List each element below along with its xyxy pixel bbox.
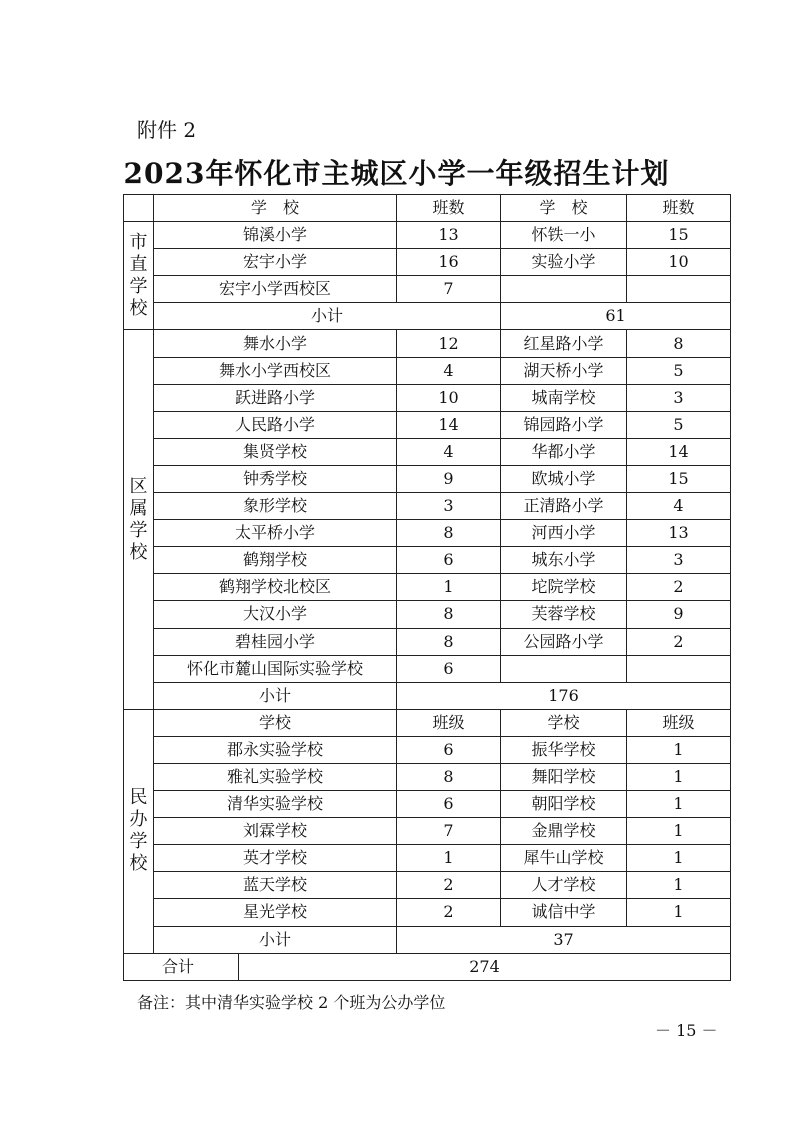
class-count: 8 bbox=[397, 763, 501, 790]
school-name: 实验小学 bbox=[501, 249, 627, 276]
page-number: － 15 － bbox=[655, 1021, 718, 1040]
table-row bbox=[124, 465, 731, 492]
school-name: 英才学校 bbox=[154, 845, 397, 872]
school-name: 太平桥小学 bbox=[154, 520, 397, 547]
class-count: 9 bbox=[397, 465, 501, 492]
class-count: 2 bbox=[397, 899, 501, 926]
school-name: 犀牛山学校 bbox=[501, 845, 627, 872]
category-label: 民办学校 bbox=[129, 787, 148, 875]
subtotal-label: 小计 bbox=[154, 682, 397, 709]
class-count: 10 bbox=[627, 249, 731, 276]
school-name: 怀铁一小 bbox=[501, 222, 627, 249]
subtotal-label: 小计 bbox=[154, 303, 501, 330]
category-private bbox=[124, 709, 154, 953]
class-count: 1 bbox=[627, 845, 731, 872]
class-count: 1 bbox=[627, 736, 731, 763]
class-count: 7 bbox=[397, 818, 501, 845]
subtotal-row bbox=[124, 926, 731, 953]
enrollment-table bbox=[123, 194, 731, 981]
class-count: 2 bbox=[627, 628, 731, 655]
attachment-label: 附件 2 bbox=[137, 118, 197, 142]
header-row bbox=[124, 195, 731, 222]
school-name: 碧桂园小学 bbox=[154, 628, 397, 655]
class-count: 8 bbox=[397, 520, 501, 547]
table-row bbox=[124, 736, 731, 763]
class-count: 5 bbox=[627, 411, 731, 438]
total-value: 274 bbox=[239, 953, 731, 980]
school-name: 锦溪小学 bbox=[154, 222, 397, 249]
school-name: 朝阳学校 bbox=[501, 791, 627, 818]
school-name: 郡永实验学校 bbox=[154, 736, 397, 763]
school-name: 人民路小学 bbox=[154, 411, 397, 438]
class-count: 8 bbox=[397, 628, 501, 655]
subtotal-label: 小计 bbox=[154, 926, 397, 953]
table-row bbox=[124, 872, 731, 899]
school-name: 舞阳学校 bbox=[501, 763, 627, 790]
class-count: 1 bbox=[627, 872, 731, 899]
subtotal-value: 176 bbox=[397, 682, 731, 709]
school-name: 象形学校 bbox=[154, 493, 397, 520]
school-name: 华都小学 bbox=[501, 438, 627, 465]
class-count: 6 bbox=[397, 791, 501, 818]
class-count: 6 bbox=[397, 655, 501, 682]
class-count: 14 bbox=[627, 438, 731, 465]
school-name: 舞水小学西校区 bbox=[154, 357, 397, 384]
school-name: 跃进路小学 bbox=[154, 384, 397, 411]
header-row bbox=[124, 709, 731, 736]
school-name: 诚信中学 bbox=[501, 899, 627, 926]
school-name: 鹤翔学校 bbox=[154, 547, 397, 574]
subtotal-row bbox=[124, 682, 731, 709]
school-name: 刘霖学校 bbox=[154, 818, 397, 845]
class-count: 4 bbox=[627, 493, 731, 520]
class-count: 3 bbox=[397, 493, 501, 520]
table-row bbox=[124, 411, 731, 438]
class-count: 3 bbox=[627, 384, 731, 411]
table-row bbox=[124, 791, 731, 818]
header-school: 学 校 bbox=[154, 195, 397, 222]
school-name: 钟秀学校 bbox=[154, 465, 397, 492]
header-school: 学校 bbox=[501, 709, 627, 736]
table-row bbox=[124, 899, 731, 926]
class-count: 4 bbox=[397, 438, 501, 465]
subtotal-value: 37 bbox=[397, 926, 731, 953]
class-count: 5 bbox=[627, 357, 731, 384]
school-name: 欧城小学 bbox=[501, 465, 627, 492]
school-name: 宏宇小学西校区 bbox=[154, 276, 397, 303]
class-count bbox=[627, 655, 731, 682]
class-count: 7 bbox=[397, 276, 501, 303]
table-row bbox=[124, 276, 731, 303]
corner-cell bbox=[124, 195, 154, 222]
table-row bbox=[124, 601, 731, 628]
header-classes: 班级 bbox=[627, 709, 731, 736]
header-classes: 班级 bbox=[397, 709, 501, 736]
class-count: 8 bbox=[397, 601, 501, 628]
class-count: 13 bbox=[397, 222, 501, 249]
subtotal-value: 61 bbox=[501, 303, 731, 330]
header-school: 学校 bbox=[154, 709, 397, 736]
class-count: 1 bbox=[397, 574, 501, 601]
school-name: 舞水小学 bbox=[154, 330, 397, 357]
school-name: 振华学校 bbox=[501, 736, 627, 763]
class-count: 2 bbox=[627, 574, 731, 601]
school-name: 雅礼实验学校 bbox=[154, 763, 397, 790]
school-name: 金鼎学校 bbox=[501, 818, 627, 845]
school-name: 人才学校 bbox=[501, 872, 627, 899]
class-count: 1 bbox=[397, 845, 501, 872]
table-row bbox=[124, 574, 731, 601]
table-row bbox=[124, 628, 731, 655]
header-school: 学 校 bbox=[501, 195, 627, 222]
table-row bbox=[124, 547, 731, 574]
class-count bbox=[627, 276, 731, 303]
school-name: 清华实验学校 bbox=[154, 791, 397, 818]
class-count: 6 bbox=[397, 736, 501, 763]
school-name: 蓝天学校 bbox=[154, 872, 397, 899]
table-row bbox=[124, 763, 731, 790]
school-name: 宏宇小学 bbox=[154, 249, 397, 276]
class-count: 14 bbox=[397, 411, 501, 438]
school-name: 怀化市麓山国际实验学校 bbox=[154, 655, 397, 682]
class-count: 15 bbox=[627, 465, 731, 492]
category-city bbox=[124, 222, 154, 330]
school-name: 湖天桥小学 bbox=[501, 357, 627, 384]
category-label: 区属学校 bbox=[129, 475, 148, 563]
school-name: 芙蓉学校 bbox=[501, 601, 627, 628]
school-name: 大汉小学 bbox=[154, 601, 397, 628]
class-count: 13 bbox=[627, 520, 731, 547]
remark-note: 备注：其中清华实验学校 2 个班为公办学位 bbox=[137, 993, 446, 1012]
school-name bbox=[501, 655, 627, 682]
table-row bbox=[124, 520, 731, 547]
table-row bbox=[124, 384, 731, 411]
total-label: 合计 bbox=[124, 953, 239, 980]
category-district bbox=[124, 330, 154, 709]
class-count: 4 bbox=[397, 357, 501, 384]
class-count: 16 bbox=[397, 249, 501, 276]
class-count: 6 bbox=[397, 547, 501, 574]
class-count: 3 bbox=[627, 547, 731, 574]
class-count: 2 bbox=[397, 872, 501, 899]
class-count: 1 bbox=[627, 791, 731, 818]
total-row bbox=[124, 953, 731, 980]
school-name: 正清路小学 bbox=[501, 493, 627, 520]
class-count: 8 bbox=[627, 330, 731, 357]
class-count: 1 bbox=[627, 899, 731, 926]
school-name: 集贤学校 bbox=[154, 438, 397, 465]
school-name: 红星路小学 bbox=[501, 330, 627, 357]
school-name: 河西小学 bbox=[501, 520, 627, 547]
school-name: 城南学校 bbox=[501, 384, 627, 411]
school-name: 坨院学校 bbox=[501, 574, 627, 601]
class-count: 12 bbox=[397, 330, 501, 357]
class-count: 1 bbox=[627, 763, 731, 790]
category-label: 市直学校 bbox=[129, 231, 148, 319]
class-count: 9 bbox=[627, 601, 731, 628]
subtotal-row bbox=[124, 303, 731, 330]
table-row bbox=[124, 330, 731, 357]
table-row bbox=[124, 493, 731, 520]
document-title: 2023年怀化市主城区小学一年级招生计划 bbox=[123, 157, 670, 190]
school-name: 公园路小学 bbox=[501, 628, 627, 655]
header-classes: 班数 bbox=[627, 195, 731, 222]
class-count: 1 bbox=[627, 818, 731, 845]
table-row bbox=[124, 655, 731, 682]
header-classes: 班数 bbox=[397, 195, 501, 222]
table-row bbox=[124, 818, 731, 845]
school-name: 鹤翔学校北校区 bbox=[154, 574, 397, 601]
school-name: 城东小学 bbox=[501, 547, 627, 574]
school-name: 星光学校 bbox=[154, 899, 397, 926]
table-row bbox=[124, 438, 731, 465]
school-name: 锦园路小学 bbox=[501, 411, 627, 438]
table-row bbox=[124, 845, 731, 872]
class-count: 10 bbox=[397, 384, 501, 411]
table-row bbox=[124, 249, 731, 276]
class-count: 15 bbox=[627, 222, 731, 249]
table-row bbox=[124, 357, 731, 384]
school-name bbox=[501, 276, 627, 303]
table-row bbox=[124, 222, 731, 249]
